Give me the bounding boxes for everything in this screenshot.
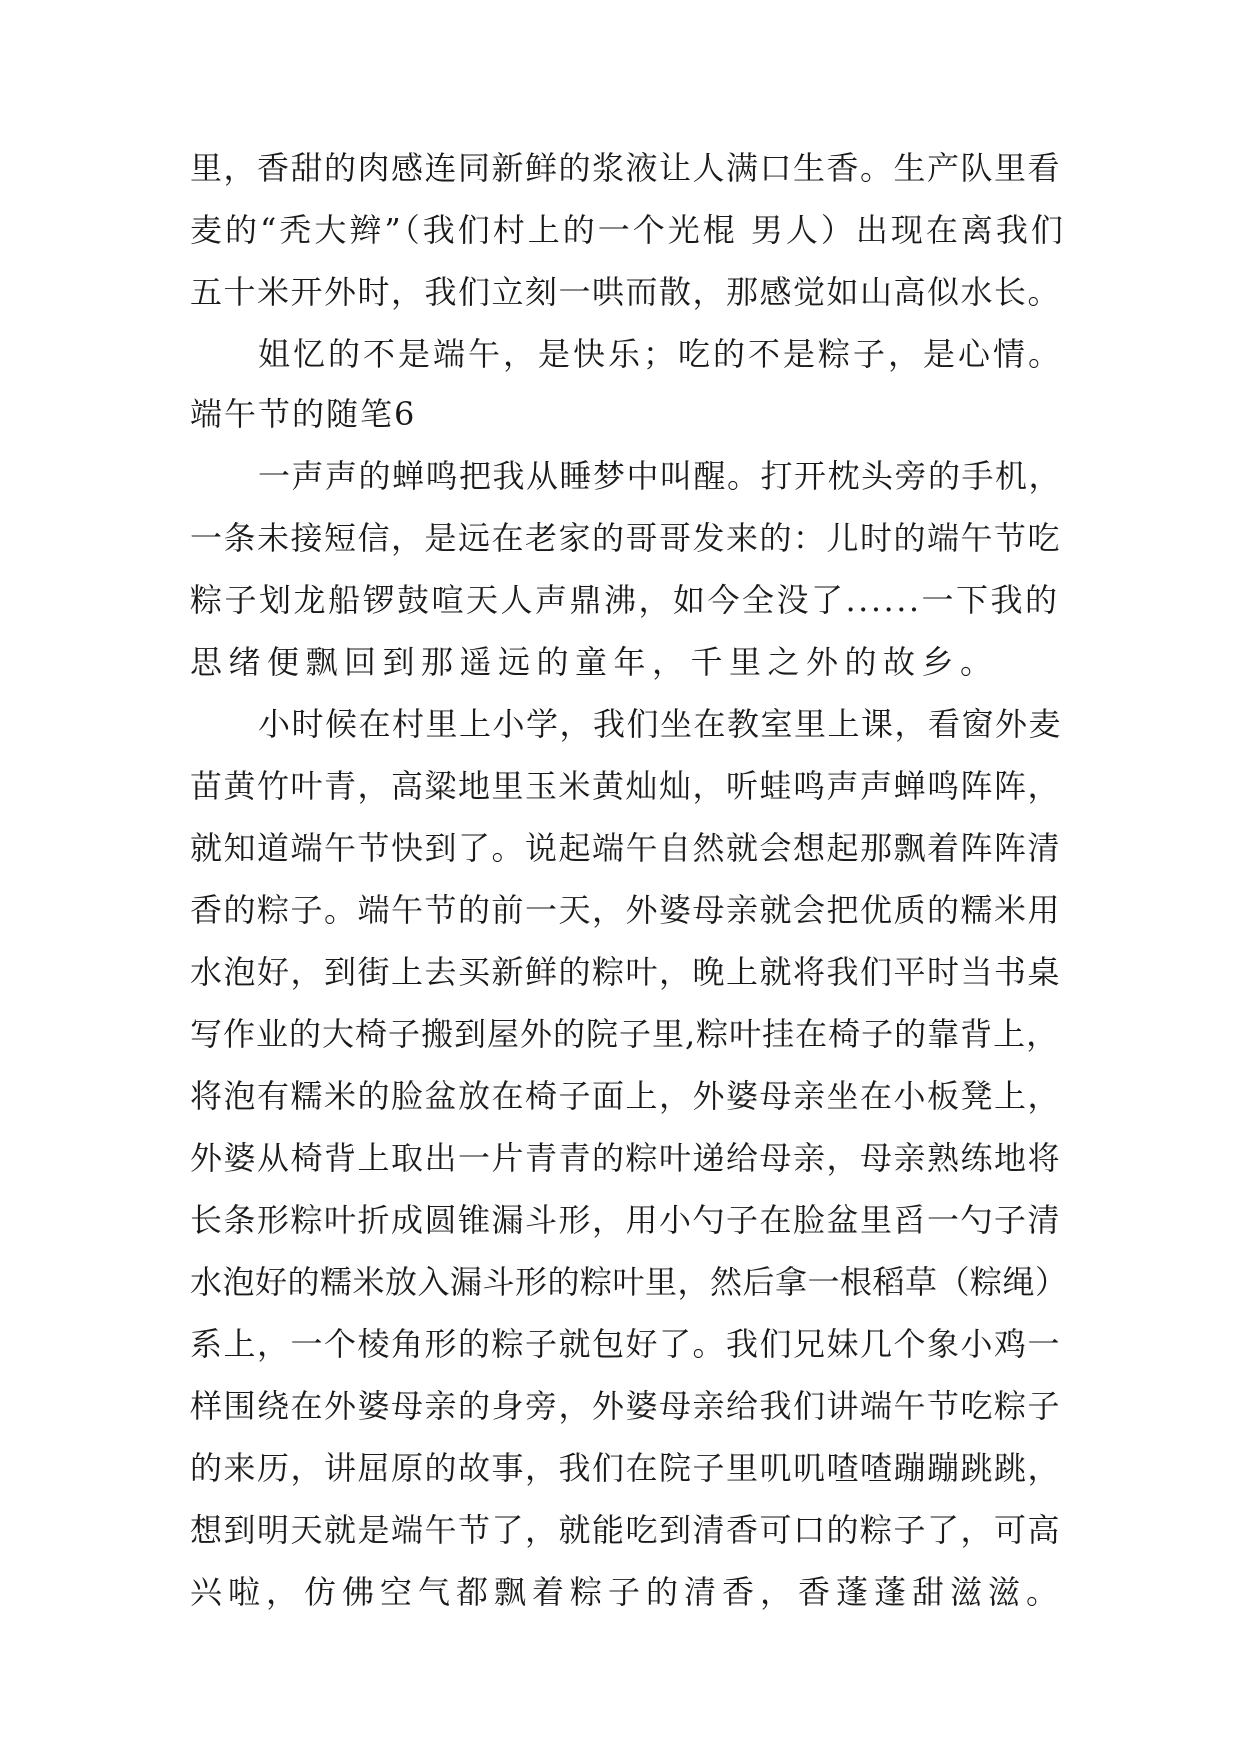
text-line: 水泡好，到街上去买新鲜的粽叶，晚上就将我们平时当书桌 [190, 953, 1062, 991]
text-line: 兴啦，仿佛空气都飘着粽子的清香，香蓬蓬甜滋滋。 [190, 1573, 1065, 1611]
text-line: 水泡好的糯米放入漏斗形的粽叶里，然后拿一根稻草（粽绳） [190, 1263, 1068, 1301]
text-line: 外婆从椅背上取出一片青青的粽叶递给母亲，母亲熟练地将 [190, 1139, 1062, 1177]
text-line: 苗黄竹叶青，高粱地里玉米黄灿灿，听蛙鸣声声蝉鸣阵阵， [190, 767, 1062, 805]
text-line: 五十米开外时，我们立刻一哄而散，那感觉如山高似水长。 [190, 273, 1062, 311]
text-line: 小时候在村里上小学，我们坐在教室里上课，看窗外麦 [258, 705, 1063, 743]
text-line: 想到明天就是端午节了，就能吃到清香可口的粽子了，可高 [190, 1511, 1062, 1549]
text-line: 就知道端午节快到了。说起端午自然就会想起那飘着阵阵清 [190, 829, 1062, 867]
text-line: 里，香甜的肉感连同新鲜的浆液让人满口生香。生产队里看 [190, 149, 1062, 187]
text-line: 写作业的大椅子搬到屋外的院子里,粽叶挂在椅子的靠背上， [190, 1015, 1060, 1053]
section-heading: 端午节的随笔6 [190, 395, 417, 433]
text-line: 系上，一个棱角形的粽子就包好了。我们兄妹几个象小鸡一 [190, 1325, 1062, 1363]
text-line: 思绪便飘回到那遥远的童年，千里之外的故乡。 [190, 643, 999, 681]
text-line: 粽子划龙船锣鼓喧天人声鼎沸，如今全没了......一下我的 [190, 581, 1060, 619]
text-line: 麦的“秃大辫”（我们村上的一个光棍 男人）出现在离我们 [190, 211, 1066, 249]
text-line: 一声声的蝉鸣把我从睡梦中叫醒。打开枕头旁的手机， [258, 457, 1063, 495]
text-line: 一条未接短信，是远在老家的哥哥发来的：儿时的端午节吃 [190, 519, 1062, 557]
text-line: 姐忆的不是端午，是快乐；吃的不是粽子，是心情。 [258, 335, 1064, 373]
text-line: 长条形粽叶折成圆锥漏斗形，用小勺子在脸盆里舀一勺子清 [190, 1201, 1062, 1239]
text-line: 样围绕在外婆母亲的身旁，外婆母亲给我们讲端午节吃粽子 [190, 1387, 1062, 1425]
text-line: 的来历，讲屈原的故事，我们在院子里叽叽喳喳蹦蹦跳跳， [190, 1449, 1062, 1487]
text-line: 香的粽子。端午节的前一天，外婆母亲就会把优质的糯米用 [190, 891, 1062, 929]
text-line: 将泡有糯米的脸盆放在椅子面上，外婆母亲坐在小板凳上， [190, 1077, 1062, 1115]
